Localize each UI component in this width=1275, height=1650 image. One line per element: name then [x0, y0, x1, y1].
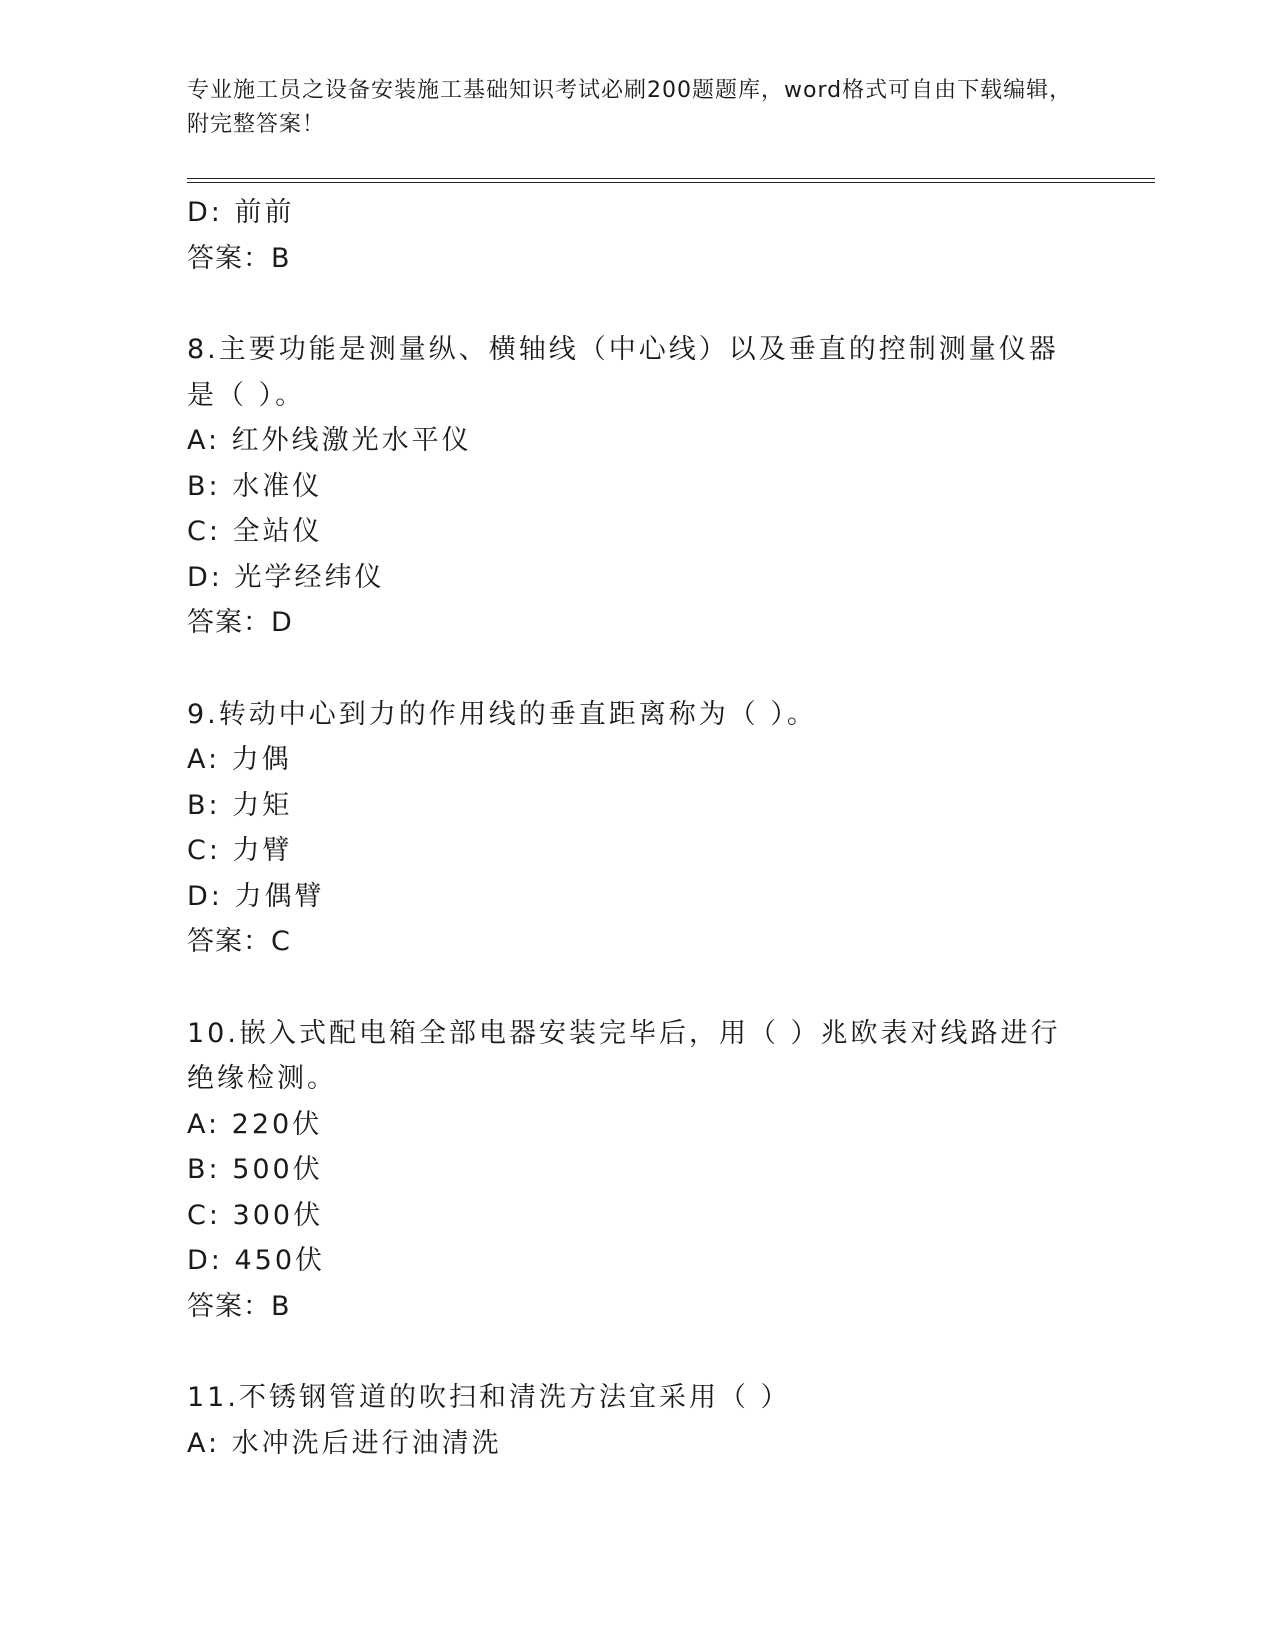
- question-11: [187, 1375, 1087, 1466]
- option-b: B: 500伏: [187, 1154, 323, 1185]
- option-d: D: 光学经纬仪: [187, 561, 385, 593]
- question-9: [187, 692, 1087, 965]
- question-8: [187, 327, 1087, 646]
- header-divider-top: [187, 178, 1155, 179]
- document-header: 专业施工员之设备安装施工基础知识考试必刷200题题库，word格式可自由下载编辑，附完整答案！: [187, 78, 1073, 137]
- option-a: A: 220伏: [187, 1108, 323, 1140]
- answer: 答案：B: [187, 1290, 291, 1322]
- option-d: D: 前前: [187, 197, 295, 228]
- option-b: B: 力矩: [187, 789, 293, 821]
- option-a: A: 红外线激光水平仪: [187, 425, 472, 456]
- question-title: 10.嵌入式配电箱全部电器安装完毕后，用（ ）兆欧表对线路进行绝缘检测。: [187, 1017, 1061, 1094]
- answer: 答案：D: [187, 607, 293, 638]
- document-body: [187, 190, 1087, 1466]
- option-a: A: 力偶: [187, 744, 292, 775]
- question-title: 8.主要功能是测量纵、横轴线（中心线）以及垂直的控制测量仪器是（ ）。: [187, 334, 1059, 411]
- answer: 答案：B: [187, 242, 291, 274]
- option-d: D: 力偶臂: [187, 880, 325, 912]
- header-divider-bottom: [187, 182, 1155, 183]
- option-c: C: 全站仪: [187, 516, 323, 547]
- question-title: 11.不锈钢管道的吹扫和清洗方法宜采用（ ）: [187, 1382, 791, 1413]
- question-title: 9.转动中心到力的作用线的垂直距离称为（ ）。: [187, 698, 817, 730]
- option-c: C: 300伏: [187, 1199, 324, 1231]
- option-d: D: 450伏: [187, 1245, 326, 1276]
- option-a: A: 水冲洗后进行油清洗: [187, 1427, 502, 1459]
- option-c: C: 力臂: [187, 835, 293, 866]
- question-10: [187, 1011, 1087, 1330]
- option-b: B: 水准仪: [187, 470, 323, 502]
- answer: 答案：C: [187, 926, 291, 957]
